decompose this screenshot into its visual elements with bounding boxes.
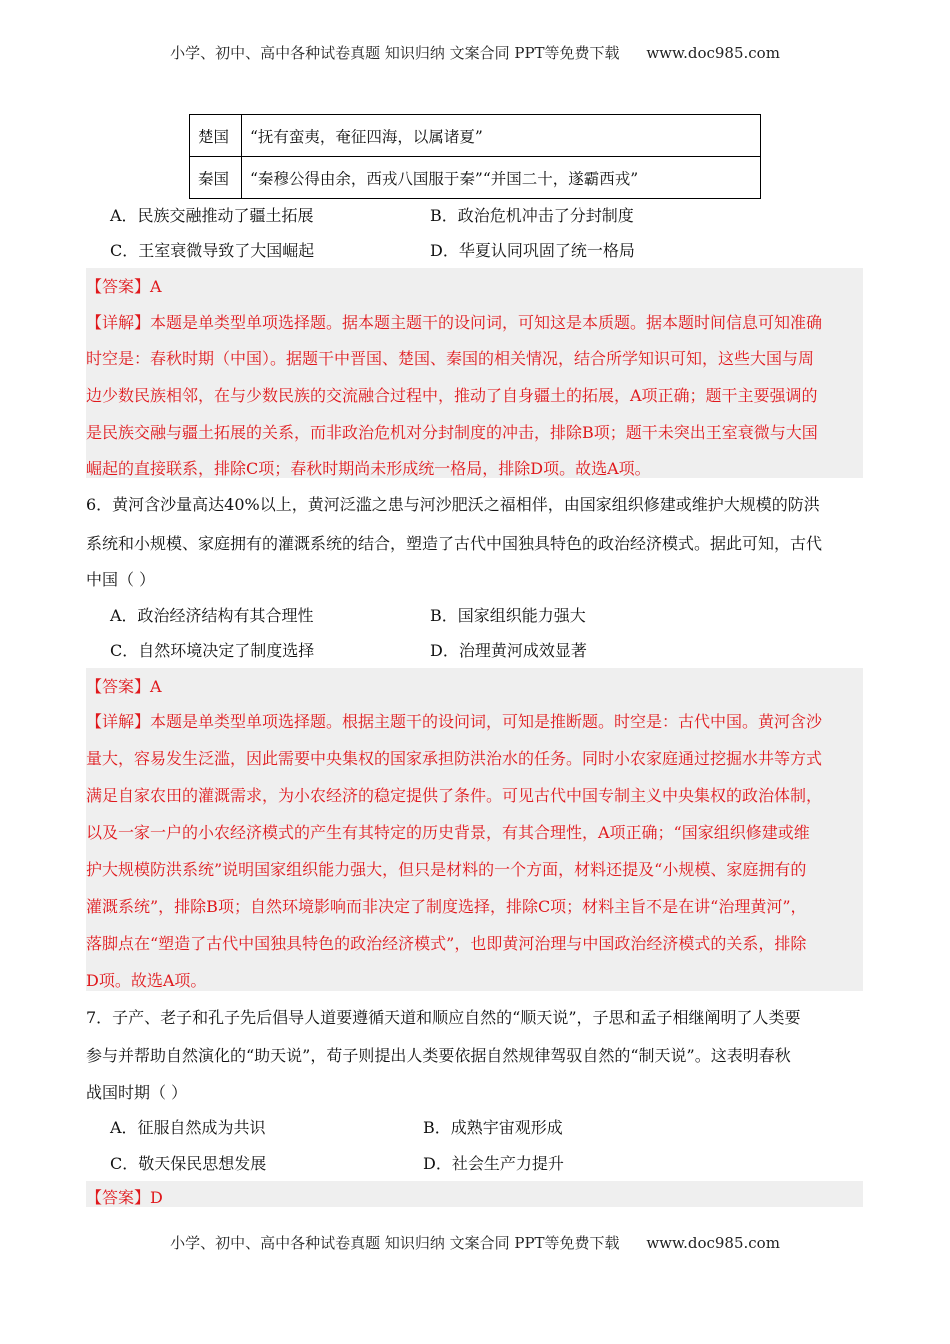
q6-stem-line: 6．黄河含沙量高达40%以上，黄河泛滥之患与河沙肥沃之福相伴，由国家组织修建或维护大规模的防洪 [86,495,820,514]
detail-text: 本题是单类型单项选择题。据本题主题干的设问词，可知这是本质题。据本题时间信息可知准确 [150,313,823,332]
answer-value: A [150,677,162,696]
q7-answer-block [86,1181,863,1207]
q6-option-c: C．自然环境决定了制度选择 [110,641,315,660]
q6-detail-line: 量大，容易发生泛滥，因此需要中央集权的国家承担防洪治水的任务。同时小农家庭通过挖掘水井等方式 [86,749,823,768]
table-row [190,115,761,157]
detail-text: 本题是单类型单项选择题。根据主题干的设问词，可知是推断题。时空是：古代中国。黄河含沙 [150,712,823,731]
q6-option-b: B．国家组织能力强大 [430,606,586,625]
header-text: 小学、初中、高中各种试卷真题 知识归纳 文案合同 PPT等免费下载 [170,44,620,62]
detail-label: 【详解】 [86,712,151,731]
header-url[interactable]: www.doc985.com [646,44,780,62]
q6-detail-line: 以及一家一户的小农经济模式的产生有其特定的历史背景，有其合理性，A项正确；“国家组织修建或维 [86,823,810,842]
answer-label: 【答案】 [86,277,151,296]
q6-detail-line: 灌溉系统”，排除B项；自然环境影响而非决定了制度选择，排除C项；材料主旨不是在讲“治理黄河”， [86,897,807,916]
footer-url[interactable]: www.doc985.com [646,1234,780,1252]
q5-answer-block [86,268,863,478]
q7-option-c: C．敬天保民思想发展 [110,1154,267,1173]
q5-option-d: D．华夏认同巩固了统一格局 [430,241,635,260]
table-cell-state: 秦国 [190,157,242,199]
answer-label: 【答案】 [86,677,151,696]
q5-detail-line: 是民族交融与疆土拓展的关系，而非政治危机对分封制度的冲击，排除B项；题干未突出王室衰微与大国 [86,423,818,442]
page-header [0,42,950,63]
q7-stem-line: 战国时期（ ） [86,1083,188,1102]
q6-detail-line: D项。故选A项。 [86,971,207,990]
q5-detail-line [86,310,822,333]
q5-detail-line: 边少数民族相邻，在与少数民族的交流融合过程中，推动了自身疆土的拓展，A项正确；题干主要强调的 [86,386,818,405]
q6-option-a: A．政治经济结构有其合理性 [110,606,314,625]
q6-stem-line: 中国（ ） [86,570,156,589]
q6-detail-line: 落脚点在“塑造了古代中国独具特色的政治经济模式”，也即黄河治理与中国政治经济模式的关系，排除 [86,934,807,953]
q7-option-d: D．社会生产力提升 [423,1154,564,1173]
answer-label: 【答案】 [86,1188,151,1207]
q7-stem-line: 7．子产、老子和孔子先后倡导人道要遵循天道和顺应自然的“顺天说”，子思和孟子相继阐明了人类要 [86,1008,801,1027]
table-cell-quote: “秦穆公得由余，西戎八国服于秦”“并国二十，遂霸西戎” [242,157,761,199]
q6-stem-line: 系统和小规模、家庭拥有的灌溉系统的结合，塑造了古代中国独具特色的政治经济模式。据此可知，古代 [86,534,823,553]
answer-value: A [150,277,162,296]
q5-detail-line: 崛起的直接联系，排除C项；春秋时期尚未形成统一格局，排除D项。故选A项。 [86,459,651,478]
table-cell-state: 楚国 [190,115,242,157]
q7-stem-line: 参与并帮助自然演化的“助天说”，荀子则提出人类要依据自然规律驾驭自然的“制天说”。这表明春秋 [86,1046,791,1065]
q5-detail-line: 时空是：春秋时期（中国）。据题干中晋国、楚国、秦国的相关情况，结合所学知识可知，这些大国与周 [86,349,815,368]
source-table [189,114,761,199]
q5-option-b: B．政治危机冲击了分封制度 [430,206,634,225]
q5-option-c: C．王室衰微导致了大国崛起 [110,241,315,260]
page-footer [0,1232,950,1253]
detail-label: 【详解】 [86,313,151,332]
q7-answer [86,1185,163,1208]
table-row [190,157,761,199]
q5-option-a: A．民族交融推动了疆土拓展 [110,206,314,225]
footer-text: 小学、初中、高中各种试卷真题 知识归纳 文案合同 PPT等免费下载 [170,1234,620,1252]
table-cell-quote: “抚有蛮夷，奄征四海，以属诸夏” [242,115,761,157]
q6-option-d: D．治理黄河成效显著 [430,641,587,660]
q6-detail-line: 满足自家农田的灌溉需求，为小农经济的稳定提供了条件。可见古代中国专制主义中央集权的政治体制， [86,786,823,805]
q6-answer [86,674,162,697]
q6-detail-line: 护大规模防洪系统”说明国家组织能力强大，但只是材料的一个方面，材料还提及“小规模、家庭拥有的 [86,860,807,879]
q7-option-b: B．成熟宇宙观形成 [423,1118,563,1137]
answer-value: D [150,1188,163,1207]
q5-answer [86,274,162,297]
q7-option-a: A．征服自然成为共识 [110,1118,266,1137]
q6-detail-line [86,709,822,732]
